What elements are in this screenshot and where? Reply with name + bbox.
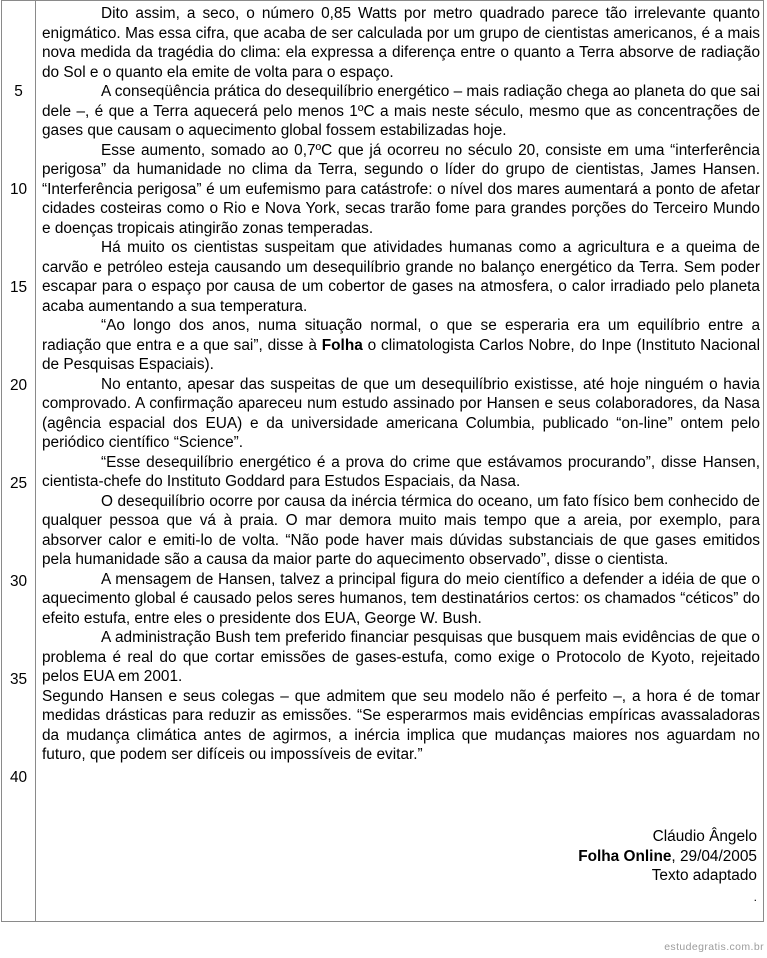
line-number: 10	[9, 181, 28, 198]
line-number: 20	[9, 377, 28, 394]
trailing-dot: .	[753, 890, 757, 904]
site-watermark: estudegratis.com.br	[664, 941, 764, 953]
source-line	[578, 847, 757, 867]
author-name: Cláudio Ângelo	[652, 828, 757, 845]
line-number: 5	[14, 83, 23, 100]
paragraph: Esse aumento, somado ao 0,7ºC que já ocorreu no século 20, consiste em uma “interferência perigosa” da humanidade no clima da Terra, segundo o líder do grupo de cientistas, James Hansen. “Interferência perigosa” é um eufemismo para catástrofe: o nível dos mares aumentará a ponto de afetar cidades costeiras como o Rio e Nova York, secas trarão fome para grandes porções do Terceiro Mundo e doenças tropicais atingirão zonas temperadas.	[42, 141, 760, 237]
paragraph-text: o climatologista Carlos Nobre, do Inpe (Instituto Nacional de Pesquisas Espaciais).	[42, 336, 760, 373]
paragraph: Dito assim, a seco, o número 0,85 Watts por metro quadrado parece tão irrelevante quanto enigmático. Mas essa cifra, que acaba de ser calculada por um grupo de cientistas americanos, é a mais nova medida da tragédia do clima: ela expressa a diferença entre o quanto a Terra absorve de radiação do Sol e o quanto ela emite de volta para o espaço.	[42, 5, 760, 81]
paragraph: A administração Bush tem preferido financiar pesquisas que busquem mais evidências de que o problema é real do que cortar emissões de gases-estufa, como exige o Protocolo de Kyoto, rejeitado pelos EUA em 2001.	[42, 629, 760, 685]
text-frame	[1, 0, 764, 922]
paragraph: O desequilíbrio ocorre por causa da inércia térmica do oceano, um fato físico bem conhecido de qualquer pessoa que vá à praia. O mar demora muito mais tempo que a areia, por exemplo, para absorver calor e emiti-lo de volta. “Não pode haver mais dúvidas substanciais de que gases emitidos pela humanidade são a causa da maior parte do aquecimento observado”, disse o cientista.	[42, 492, 760, 568]
line-number: 30	[9, 573, 28, 590]
newspaper-name: Folha	[321, 336, 363, 354]
paragraph: Segundo Hansen e seus colegas – que admitem que seu modelo não é perfeito –, a hora é de tomar medidas drásticas para reduzir as emissões. “Se esperarmos mais evidências empíricas avassaladoras da mudança climática antes de agirmos, a inércia implica que mudanças maiores nos aguardam no futuro, que podem ser difíceis ou impossíveis de evitar.”	[42, 687, 760, 763]
paragraph: A conseqüência prática do desequilíbrio energético – mais radiação chega ao planeta do que sai dele –, é que a Terra aquecerá pelo menos 1ºC a mais neste século, mesmo que as concentrações de gases que causam o aquecimento global fossem estabilizadas hoje.	[42, 83, 760, 139]
paragraph: No entanto, apesar das suspeitas de que um desequilíbrio existisse, até hoje ninguém o havia comprovado. A confirmação apareceu num estudo assinado por Hansen e seus colaboradores, da Nasa (agência espacial dos EUA) e da universidade americana Columbia, publicado “on-line” ontem pelo periódico científico “Science”.	[42, 375, 760, 451]
line-number: 40	[9, 769, 28, 786]
paragraph: A mensagem de Hansen, talvez a principal figura do meio científico a defender a idéia de que o aquecimento global é causado pelos seres humanos, tem destinatários certos: os chamados “céticos” do efeito estufa, entre eles o presidente dos EUA, George W. Bush.	[42, 570, 760, 627]
paragraph	[42, 316, 760, 375]
source-name: Folha Online	[578, 847, 672, 865]
paragraph-text: “Ao longo dos anos, numa situação normal, o que se esperaria era um equilíbrio entre a radiação que entra e a que sai”, disse à	[42, 317, 760, 354]
source-date: , 29/04/2005	[671, 847, 757, 865]
line-number-gutter	[2, 1, 36, 921]
adaptation-note: Texto adaptado	[651, 867, 757, 884]
article-body	[42, 4, 760, 765]
line-number: 25	[9, 475, 28, 492]
paragraph: “Esse desequilíbrio energético é a prova do crime que estávamos procurando”, disse Hansen, cientista-chefe do Instituto Goddard para Estudos Espaciais, da Nasa.	[42, 453, 760, 490]
line-number: 15	[9, 279, 28, 296]
line-number: 35	[9, 671, 28, 688]
paragraph: Há muito os cientistas suspeitam que atividades humanas como a agricultura e a queima de carvão e petróleo esteja causando um desequilíbrio grande no balanço energético da Terra. Sem poder escapar para o espaço por causa de um cobertor de gases na atmosfera, o calor irradiado pelo planeta acaba aumentando a sua temperatura.	[42, 239, 760, 315]
article-signature	[578, 827, 757, 886]
